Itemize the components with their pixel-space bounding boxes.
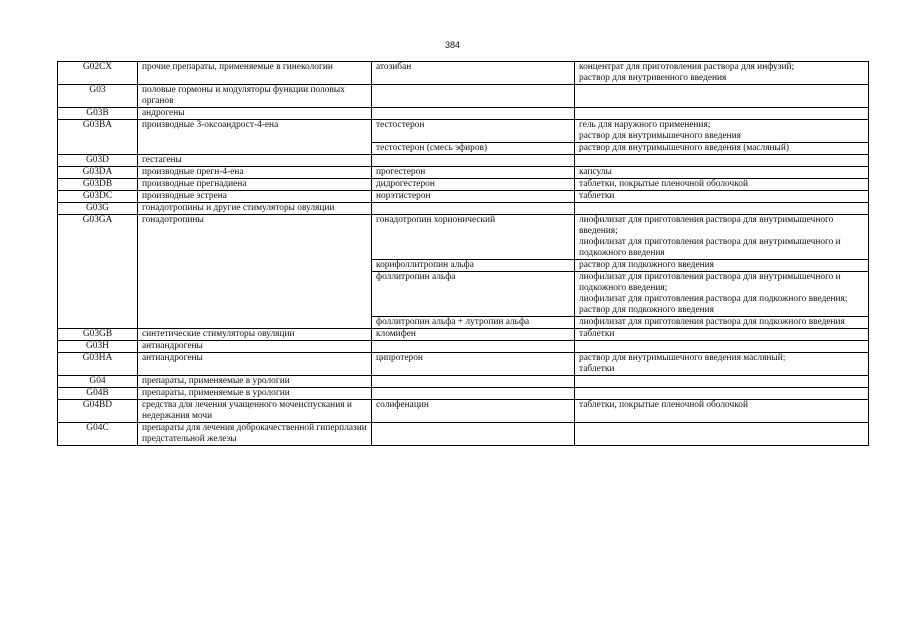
group-name: синтетические стимуляторы овуляции <box>138 329 372 341</box>
atc-code: G03 <box>58 85 138 108</box>
dosage-form <box>575 388 869 400</box>
dosage-form: раствор для внутримышечного введения (масляный) <box>575 143 869 155</box>
table-row <box>58 191 869 203</box>
atc-code: G04 <box>58 376 138 388</box>
table-row <box>58 179 869 191</box>
dosage-form: лиофилизат для приготовления раствора для внутримышечного введения; лиофилизат для приготовления раствора для внутримышечного и подкожного введения <box>575 215 869 260</box>
dosage-form: раствор для подкожного введения <box>575 260 869 272</box>
table-row <box>58 329 869 341</box>
atc-code: G03HA <box>58 353 138 376</box>
dosage-form <box>575 108 869 120</box>
atc-code: G03GB <box>58 329 138 341</box>
group-name: андрогены <box>138 108 372 120</box>
table-row <box>58 215 869 260</box>
dosage-form: гель для наружного применения; раствор для внутримышечного введения <box>575 120 869 143</box>
substance-name <box>372 376 575 388</box>
page-number: 384 <box>444 40 461 50</box>
table-row <box>58 388 869 400</box>
group-name: производные 3-оксоандрост-4-ена <box>138 120 372 155</box>
substance-name: тестостерон (смесь эфиров) <box>372 143 575 155</box>
substance-name: кломифен <box>372 329 575 341</box>
group-name: гестагены <box>138 155 372 167</box>
substance-name <box>372 203 575 215</box>
atc-code: G03DB <box>58 179 138 191</box>
atc-code: G04C <box>58 423 138 446</box>
substance-name <box>372 108 575 120</box>
table-row <box>58 203 869 215</box>
table-row <box>58 62 869 85</box>
substance-name: тестостерон <box>372 120 575 143</box>
group-name: антиандрогены <box>138 341 372 353</box>
substance-name: фоллитропин альфа <box>372 272 575 317</box>
group-name: препараты для лечения доброкачественной гиперплазии предстательной железы <box>138 423 372 446</box>
substance-name: солифенацин <box>372 400 575 423</box>
group-name: гонадотропины и другие стимуляторы овуляции <box>138 203 372 215</box>
atc-code: G04BD <box>58 400 138 423</box>
dosage-form: концентрат для приготовления раствора для инфузий; раствор для внутривенного введения <box>575 62 869 85</box>
dosage-form <box>575 376 869 388</box>
substance-name: прогестерон <box>372 167 575 179</box>
group-name: прочие препараты, применяемые в гинекологии <box>138 62 372 85</box>
dosage-form: лиофилизат для приготовления раствора для внутримышечного и подкожного введения; лиофилизат для приготовления раствора для подкожного введения; раствор для подкожного введения <box>575 272 869 317</box>
table-row <box>58 85 869 108</box>
dosage-form: таблетки <box>575 191 869 203</box>
substance-name <box>372 85 575 108</box>
atc-code: G03GA <box>58 215 138 329</box>
atc-code: G03H <box>58 341 138 353</box>
dosage-form <box>575 203 869 215</box>
substance-name: фоллитропин альфа + лутропин альфа <box>372 317 575 329</box>
substance-name <box>372 341 575 353</box>
substance-name: корифоллитропин альфа <box>372 260 575 272</box>
table-row <box>58 108 869 120</box>
table-row <box>58 341 869 353</box>
dosage-form <box>575 423 869 446</box>
substance-name <box>372 155 575 167</box>
dosage-form: раствор для внутримышечного введения масляный; таблетки <box>575 353 869 376</box>
atc-code: G04B <box>58 388 138 400</box>
dosage-form <box>575 341 869 353</box>
substance-name: гонадотропин хорионический <box>372 215 575 260</box>
dosage-form: таблетки, покрытые пленочной оболочкой <box>575 400 869 423</box>
dosage-form <box>575 155 869 167</box>
dosage-form <box>575 85 869 108</box>
table-row <box>58 376 869 388</box>
table-row <box>58 155 869 167</box>
table-row <box>58 167 869 179</box>
dosage-form: таблетки, покрытые пленочной оболочкой <box>575 179 869 191</box>
group-name: производные эстрена <box>138 191 372 203</box>
substance-name <box>372 423 575 446</box>
table-row <box>58 353 869 376</box>
substance-name: дидрогестерон <box>372 179 575 191</box>
group-name: производные прегн-4-ена <box>138 167 372 179</box>
dosage-form: капсулы <box>575 167 869 179</box>
group-name: препараты, применяемые в урологии <box>138 376 372 388</box>
group-name: производные прегнадиена <box>138 179 372 191</box>
table-row <box>58 423 869 446</box>
atc-code: G03B <box>58 108 138 120</box>
table-row <box>58 120 869 143</box>
atc-code: G03DC <box>58 191 138 203</box>
atc-code: G03G <box>58 203 138 215</box>
substance-name: норэтистерон <box>372 191 575 203</box>
group-name: гонадотропины <box>138 215 372 329</box>
atc-drug-table <box>57 61 869 446</box>
table-row <box>58 400 869 423</box>
atc-code: G03D <box>58 155 138 167</box>
atc-code: G03BA <box>58 120 138 155</box>
substance-name <box>372 388 575 400</box>
group-name: средства для лечения учащенного мочеиспускания и недержания мочи <box>138 400 372 423</box>
group-name: половые гормоны и модуляторы функции половых органов <box>138 85 372 108</box>
dosage-form: лиофилизат для приготовления раствора для подкожного введения <box>575 317 869 329</box>
atc-code: G02CX <box>58 62 138 85</box>
group-name: препараты, применяемые в урологии <box>138 388 372 400</box>
substance-name: ципротерон <box>372 353 575 376</box>
atc-code: G03DA <box>58 167 138 179</box>
dosage-form: таблетки <box>575 329 869 341</box>
group-name: антиандрогены <box>138 353 372 376</box>
substance-name: атозибан <box>372 62 575 85</box>
